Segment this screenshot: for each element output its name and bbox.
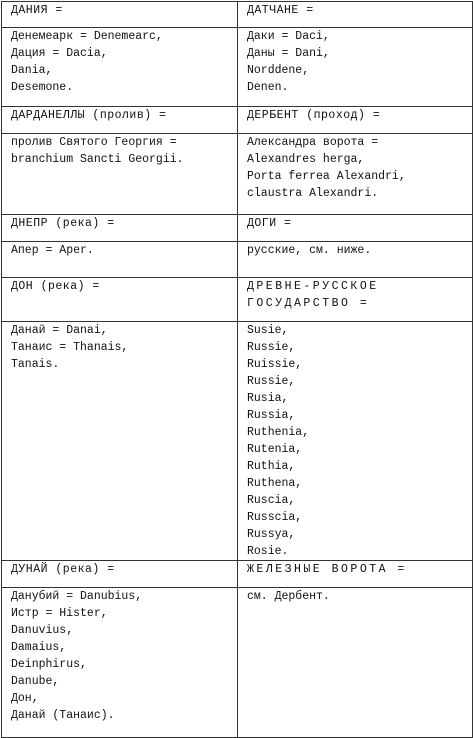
variant-item: Russia, [247, 409, 296, 422]
variant-item: Damaius, [11, 641, 67, 654]
entry-variants [2, 242, 238, 278]
variant-item: Данубий = Danubius, [11, 590, 143, 603]
variant-item: русские, см. ниже. [247, 244, 372, 257]
entry-title: ЖЕЛЕЗНЫЕ ВОРОТА = [238, 561, 473, 588]
variant-item: Norddene, [247, 64, 310, 77]
variant-item: Denen. [247, 81, 289, 94]
entry-title: ДОН (река) = [2, 278, 238, 322]
variant-item: Rosie. [247, 545, 289, 558]
variant-item: Tanais. [11, 358, 60, 371]
entry-variants [238, 28, 473, 107]
entry-variants [2, 322, 238, 561]
entry-header-row [2, 278, 473, 322]
variant-item: Даки = Daci, [247, 30, 330, 43]
variant-item: Апер = Aper. [11, 244, 94, 257]
variant-item: Desemone. [11, 81, 74, 94]
variant-item: Ruthenia, [247, 426, 310, 439]
entry-title: ДОГИ = [238, 215, 473, 242]
entry-title: ДАНИЯ = [2, 2, 238, 28]
variant-item: Даны = Dani, [247, 47, 330, 60]
entry-variants [238, 242, 473, 278]
entry-title: ДАРДАНЕЛЛЫ (пролив) = [2, 107, 238, 134]
variant-item: Rutenia, [247, 443, 303, 456]
variant-item: Deinphirus, [11, 658, 87, 671]
entry-title: ДАТЧАНЕ = [238, 2, 473, 28]
variant-item: Истр = Hister, [11, 607, 108, 620]
entry-title: ДРЕВНЕ-РУССКОЕ ГОСУДАРСТВО = [238, 278, 473, 322]
entry-variants [2, 588, 238, 738]
glossary-table [1, 1, 473, 738]
entry-variants [238, 588, 473, 738]
entry-variants [238, 134, 473, 215]
variant-item: claustra Alexandri. [247, 187, 379, 200]
variant-item: Russie, [247, 375, 296, 388]
variant-item: Дация = Dacia, [11, 47, 108, 60]
variant-item: Денемеарк = Denemearc, [11, 30, 163, 43]
entry-title: ДУНАЙ (река) = [2, 561, 238, 588]
variant-item: Танаис = Thanais, [11, 341, 129, 354]
entry-header-row [2, 2, 473, 28]
variant-item: Russya, [247, 528, 296, 541]
entry-body-row [2, 242, 473, 278]
variant-item: Александра ворота = [247, 136, 379, 149]
variant-item: Alexandres herga, [247, 153, 365, 166]
entry-body-row [2, 322, 473, 561]
entry-header-row [2, 107, 473, 134]
variant-item: Ruissie, [247, 358, 303, 371]
variant-item: Danube, [11, 675, 60, 688]
variant-item: Данай = Danai, [11, 324, 108, 337]
variant-item: Rusia, [247, 392, 289, 405]
variant-item: Ruscia, [247, 494, 296, 507]
variant-item: Porta ferrea Alexandri, [247, 170, 406, 183]
variant-item: Russcia, [247, 511, 303, 524]
variant-item: Susie, [247, 324, 289, 337]
variant-item: Ruthena, [247, 477, 303, 490]
variant-item: см. Дербент. [247, 590, 330, 603]
entry-title: ДНЕПР (река) = [2, 215, 238, 242]
entry-header-row [2, 561, 473, 588]
entry-body-row [2, 588, 473, 738]
entry-header-row [2, 215, 473, 242]
entry-variants [238, 322, 473, 561]
variant-item: Данай (Танаис). [11, 709, 115, 722]
entry-variants [2, 28, 238, 107]
variant-item: Dania, [11, 64, 53, 77]
entry-variants [2, 134, 238, 215]
variant-item: branchium Sancti Georgii. [11, 153, 184, 166]
variant-item: Ruthia, [247, 460, 296, 473]
variant-item: пролив Святого Георгия = [11, 136, 177, 149]
variant-item: Дон, [11, 692, 39, 705]
entry-body-row [2, 28, 473, 107]
entry-title: ДЕРБЕНТ (проход) = [238, 107, 473, 134]
variant-item: Danuvius, [11, 624, 74, 637]
variant-item: Russie, [247, 341, 296, 354]
entry-body-row [2, 134, 473, 215]
